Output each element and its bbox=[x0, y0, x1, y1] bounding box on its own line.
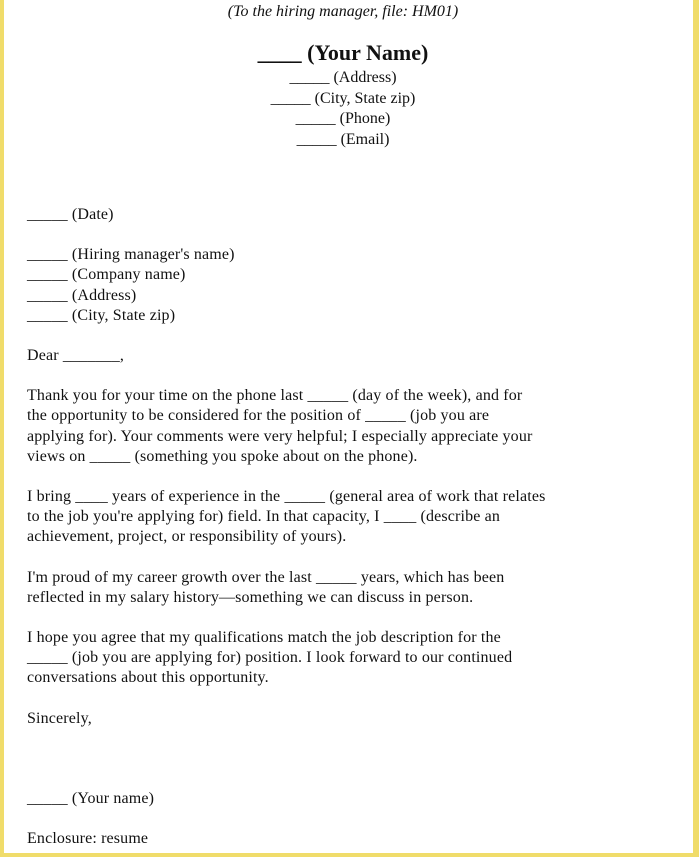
paragraph-line: _____ (job you are applying for) position. I look forward to our continued bbox=[27, 649, 513, 667]
sender-name: ____ (Your Name) bbox=[257, 40, 429, 65]
letter-page bbox=[4, 0, 693, 853]
sender-address: _____ (Address) bbox=[289, 69, 397, 86]
paragraph-line: Thank you for your time on the phone last _____ (day of the week), and for bbox=[27, 387, 523, 405]
letter-body bbox=[27, 205, 667, 849]
salutation: Dear _______, bbox=[27, 347, 125, 365]
paragraph-line: I'm proud of my career growth over the last _____ years, which has been bbox=[27, 568, 505, 586]
signature-line: _____ (Your name) bbox=[27, 789, 155, 807]
paragraph-career bbox=[27, 568, 667, 608]
sender-email: _____ (Email) bbox=[296, 130, 390, 148]
paragraph-qualifications bbox=[27, 628, 667, 689]
paragraph-line: reflected in my salary history—something we can discuss in person. bbox=[27, 588, 474, 606]
paragraph-line: the opportunity to be considered for the position of _____ (job you are bbox=[27, 407, 490, 425]
closing: Sincerely, bbox=[27, 709, 92, 727]
paragraph-experience bbox=[27, 487, 667, 548]
paragraph-line: applying for). Your comments were very helpful; I especially appreciate your bbox=[27, 427, 533, 445]
paragraph-thanks bbox=[27, 386, 667, 467]
sender-header bbox=[4, 38, 682, 150]
recipient-address: _____ (Address) bbox=[27, 286, 137, 304]
date-line: _____ (Date) bbox=[27, 206, 114, 223]
file-note: (To the hiring manager, file: HM01) bbox=[227, 3, 459, 20]
paragraph-line: I bring ____ years of experience in the _____ (general area of work that relates bbox=[27, 488, 546, 506]
paragraph-line: views on _____ (something you spoke about on the phone). bbox=[27, 447, 418, 465]
enclosure-line: Enclosure: resume bbox=[27, 830, 149, 848]
paragraph-line: achievement, project, or responsibility of yours). bbox=[27, 528, 347, 546]
paragraph-line: I hope you agree that my qualifications match the job description for the bbox=[27, 629, 501, 647]
recipient-manager: _____ (Hiring manager's name) bbox=[27, 246, 235, 264]
recipient-company: _____ (Company name) bbox=[27, 266, 186, 284]
paragraph-line: conversations about this opportunity. bbox=[27, 669, 269, 687]
recipient-city: _____ (City, State zip) bbox=[27, 306, 176, 324]
sender-city: _____ (City, State zip) bbox=[270, 89, 416, 107]
sender-phone: _____ (Phone) bbox=[295, 110, 391, 127]
paragraph-line: to the job you're applying for) field. In that capacity, I ____ (describe an bbox=[27, 508, 501, 526]
